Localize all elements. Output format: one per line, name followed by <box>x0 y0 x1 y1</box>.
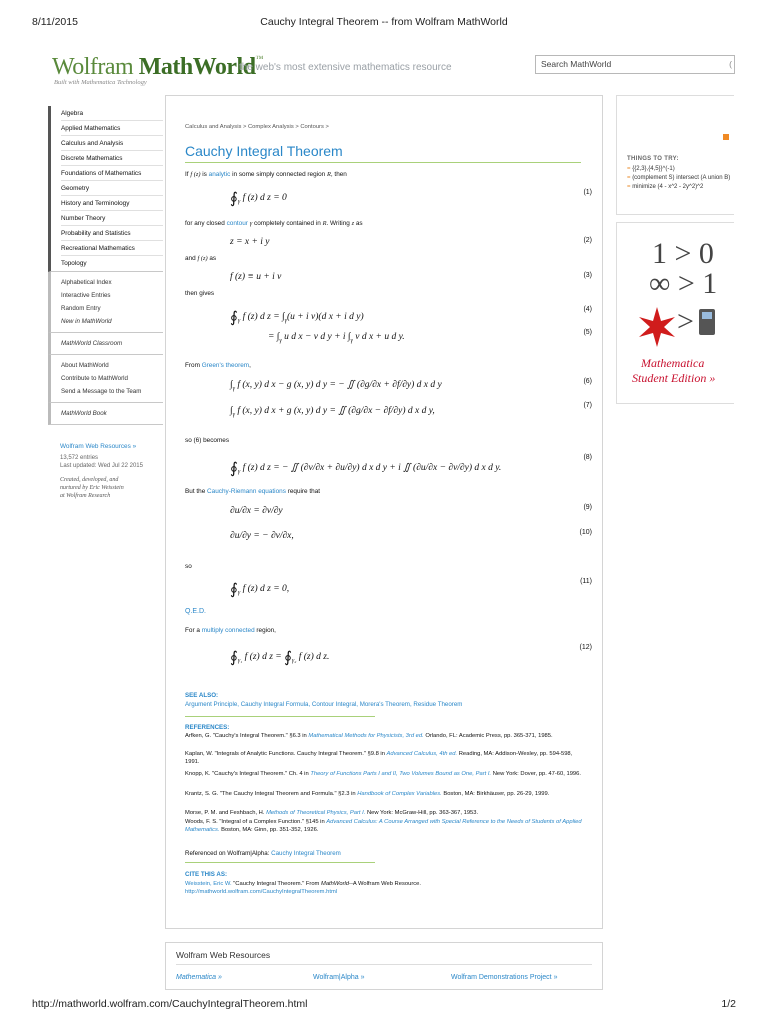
nav-item-classroom[interactable]: MathWorld Classroom <box>61 340 123 347</box>
cauchy-riemann-link[interactable]: Cauchy-Riemann equations <box>207 488 286 495</box>
orange-square-icon <box>723 134 729 140</box>
cite-text: Weisstein, Eric W. "Cauchy Integral Theorem." From MathWorld--A Wolfram Web Resource. http://mathworld.wolfram.com/CauchyIntegralTheorem.html <box>185 881 421 895</box>
paragraph-multiply: For a multiply connected region, <box>185 627 276 634</box>
print-footer <box>32 998 736 1010</box>
print-url: http://mathworld.wolfram.com/CauchyIntegralTheorem.html <box>32 998 308 1010</box>
equation-number-6: (6) <box>583 378 592 385</box>
page-title: Cauchy Integral Theorem <box>185 143 343 159</box>
alpha-divider <box>185 862 375 863</box>
equation-number-11: (11) <box>580 578 592 585</box>
equation-5: = $\int_\gamma$ u d x − v d y + i $\int_\gamma$ v d x + u d y. <box>268 332 405 344</box>
nav-book <box>48 403 163 425</box>
mathematica-link[interactable]: Mathematica » <box>176 974 222 981</box>
mathematica-student-edition-ad[interactable]: 1 > 0 ∞ > 1 > Mathematica Student Edition » <box>616 222 734 404</box>
nav-browse <box>48 272 163 333</box>
wolfram-web-resources-link[interactable]: Wolfram Web Resources » <box>60 443 137 450</box>
nav-item-contribute[interactable]: Contribute to MathWorld <box>61 375 128 382</box>
nav-item-probability[interactable]: Probability and Statistics <box>61 226 163 241</box>
reference-kaplan: Kaplan, W. "Integrals of Analytic Functions. Cauchy Integral Theorem." §9.8 in Advanced Calculus, 4th ed. Reading, MA: Addison-Wesley, pp. 594-598, 1991. <box>185 751 573 765</box>
nav-item-calculus[interactable]: Calculus and Analysis <box>61 136 163 151</box>
reference-woods: Woods, F. S. "Integral of a Complex Function." §145 in Advanced Calculus: A Course Arranged with Special Reference to the Needs of Students of Applied Mathematics. Boston, MA: Ginn, pp. 351-352, 1926. <box>185 819 582 833</box>
demonstrations-link[interactable]: Wolfram Demonstrations Project » <box>451 974 558 981</box>
paragraph-so: so <box>185 563 192 570</box>
qed-link[interactable]: Q.E.D. <box>185 608 207 615</box>
equation-number-3: (3) <box>583 272 592 279</box>
entry-count: 13,572 entries Last updated: Wed Jul 22 2015 <box>60 455 143 469</box>
logo-subtag: Built with Mathematica Technology <box>54 79 147 86</box>
reference-morse: Morse, P. M. and Feshbach, H. Methods of Theoretical Physics, Part I. New York: McGraw-Hill, pp. 363-367, 1953. <box>185 810 479 816</box>
equation-3: f (z) ≡ u + i v <box>230 272 282 282</box>
calculator-icon <box>699 309 715 335</box>
resources-divider <box>176 964 592 965</box>
multiply-connected-link[interactable]: multiply connected <box>201 627 255 634</box>
mathematica-spikey-icon <box>637 307 677 347</box>
print-header <box>32 16 736 28</box>
wolfram-web-resources-box <box>165 942 603 990</box>
equation-number-9: (9) <box>583 504 592 511</box>
nav-item-random-entry[interactable]: Random Entry <box>61 305 101 312</box>
nav-item-book[interactable]: MathWorld Book <box>61 410 107 417</box>
print-date: 8/11/2015 <box>32 16 78 28</box>
paragraph-so-becomes: so (6) becomes <box>185 437 230 444</box>
equation-number-8: (8) <box>583 454 592 461</box>
equation-4: $∮_\gamma$ f (z) d $z = \int_\gamma(u + i$ v)(d x + i d y) <box>230 310 364 326</box>
equation-11: $∮_\gamma$ f (z) d z = 0, <box>230 582 290 598</box>
see-also-links[interactable]: Argument Principle, Cauchy Integral Formula, Contour Integral, Morera's Theorem, Residue Theorem <box>185 701 463 708</box>
nav-item-geometry[interactable]: Geometry <box>61 181 163 196</box>
equation-number-1: (1) <box>583 189 592 196</box>
equation-6: $\int_\gamma$ f (x, y) d x − g (x, y) d y = − ∬ (∂g/∂x + ∂f/∂y) d x d y <box>230 380 442 392</box>
contour-link[interactable]: contour <box>226 220 248 227</box>
equation-12: $∮_{\gamma_1}$ f (z) d $z = ∮_{\gamma_2}$ f (z) d z. <box>230 650 330 666</box>
equation-number-7: (7) <box>583 402 592 409</box>
references-heading: REFERENCES: <box>185 724 230 731</box>
right-widget-box <box>616 95 734 215</box>
equation-2: z = x + i y <box>230 237 270 247</box>
resources-heading: Wolfram Web Resources <box>176 950 271 960</box>
nav-item-discrete[interactable]: Discrete Mathematics <box>61 151 163 166</box>
reference-krantz: Krantz, S. G. "The Cauchy Integral Theorem and Formula." §2.3 in Handbook of Complex Variables. Boston, MA: Birkhäuser, pp. 26-29, 1999. <box>185 791 550 797</box>
breadcrumb[interactable]: Calculus and Analysis > Complex Analysis > Contours > <box>185 124 329 130</box>
paragraph-then-gives: then gives <box>185 290 215 297</box>
try-item-1[interactable]: = {{2,3},{4,5}}^(-1) <box>627 166 675 172</box>
nav-item-history[interactable]: History and Terminology <box>61 196 163 211</box>
equation-8: $∮_\gamma$ f (z) d z = − ∬ (∂v/∂x + ∂u/∂y) d x d y + i ∬ (∂u/∂x − ∂v/∂y) d x d y. <box>230 461 502 477</box>
equation-number-5: (5) <box>583 329 592 336</box>
nav-about <box>48 355 163 403</box>
paragraph-intro: If f (z) is analytic in some simply connected region R, then <box>185 171 347 178</box>
cite-url-link[interactable]: http://mathworld.wolfram.com/CauchyIntegralTheorem.html <box>185 889 338 895</box>
nav-item-foundations[interactable]: Foundations of Mathematics <box>61 166 163 181</box>
equation-number-10: (10) <box>579 529 592 536</box>
try-item-3[interactable]: = minimize (4 - x^2 - 2y^2)^2 <box>627 184 704 190</box>
equation-9: ∂u/∂x = ∂v/∂y <box>230 506 283 516</box>
wolfram-mathworld-logo[interactable]: Wolfram MathWorld™ Built with Mathematica Technology <box>52 54 263 86</box>
credits: Created, developed, and nurtured by Eric Weisstein at Wolfram Research <box>60 477 124 499</box>
title-divider <box>185 162 581 163</box>
try-item-2[interactable]: = (complement S) intersect (A union B) <box>627 175 731 181</box>
site-tagline: the web's most extensive mathematics resource <box>239 62 452 73</box>
paragraph-cauchy-riemann: But the Cauchy-Riemann equations require that <box>185 488 321 495</box>
nav-item-algebra[interactable]: Algebra <box>61 106 163 121</box>
cite-heading: CITE THIS AS: <box>185 871 228 878</box>
equation-number-2: (2) <box>583 237 592 244</box>
nav-item-new[interactable]: New in MathWorld <box>61 318 112 325</box>
paragraph-contour: for any closed contour γ completely contained in R. Writing z as <box>185 220 363 227</box>
equation-1: $∮_\gamma$ f (z) d z = 0 <box>230 191 287 207</box>
equation-10: ∂u/∂y = − ∂v/∂x, <box>230 531 294 541</box>
nav-item-recreational[interactable]: Recreational Mathematics <box>61 241 163 256</box>
greens-theorem-link[interactable]: Green's theorem <box>201 362 250 369</box>
see-also-divider <box>185 716 375 717</box>
main-content <box>165 95 603 929</box>
nav-item-interactive-entries[interactable]: Interactive Entries <box>61 292 111 299</box>
analytic-link[interactable]: analytic <box>208 171 231 178</box>
wolfram-alpha-reference: Referenced on Wolfram|Alpha: Cauchy Integral Theorem <box>185 850 341 857</box>
paragraph-and: and f (z) as <box>185 255 217 262</box>
print-title: Cauchy Integral Theorem -- from Wolfram MathWorld <box>260 16 508 28</box>
search-icon[interactable]: ( <box>729 59 732 69</box>
search-input[interactable]: Search MathWorld ( <box>535 55 735 74</box>
nav-item-topology[interactable]: Topology <box>61 260 87 267</box>
nav-item-alphabetical-index[interactable]: Alphabetical Index <box>61 279 112 286</box>
reference-knopp: Knopp, K. "Cauchy's Integral Theorem." Ch. 4 in Theory of Functions Parts I and II, Two Volumes Bound as One, Part I. New York: Dover, pp. 47-60, 1996. <box>185 771 581 777</box>
nav-classroom <box>48 333 163 355</box>
reference-arfken: Arfken, G. "Cauchy's Integral Theorem." §6.3 in Mathematical Methods for Physicists, 3rd ed. Orlando, FL: Academic Press, pp. 365-371, 1985. <box>185 733 553 739</box>
equation-7: $\int_\gamma$ f (x, y) d x + g (x, y) d y = ∬ (∂g/∂x − ∂f/∂y) d x d y, <box>230 406 435 418</box>
nav-item-about[interactable]: About MathWorld <box>61 362 109 369</box>
equation-number-4: (4) <box>583 306 592 313</box>
wolfram-alpha-link[interactable]: Cauchy Integral Theorem <box>271 850 341 857</box>
wolfram-alpha-resource-link[interactable]: Wolfram|Alpha » <box>313 974 365 981</box>
things-to-try: THINGS TO TRY: = {{2,3},{4,5}}^(-1) = (complement S) intersect (A union B) = minimize (4 - x^2 - 2y^2)^2 <box>627 156 731 190</box>
nav-item-send-message[interactable]: Send a Message to the Team <box>61 388 142 395</box>
left-nav <box>48 106 163 500</box>
nav-info <box>48 443 163 500</box>
paragraph-from-greens: From Green's theorem, <box>185 362 251 369</box>
nav-item-applied-mathematics[interactable]: Applied Mathematics <box>61 121 163 136</box>
nav-item-number-theory[interactable]: Number Theory <box>61 211 163 226</box>
equation-number-12: (12) <box>579 644 592 651</box>
see-also-heading: SEE ALSO: <box>185 692 219 699</box>
nav-topics <box>48 106 163 272</box>
page-number: 1/2 <box>721 998 736 1010</box>
